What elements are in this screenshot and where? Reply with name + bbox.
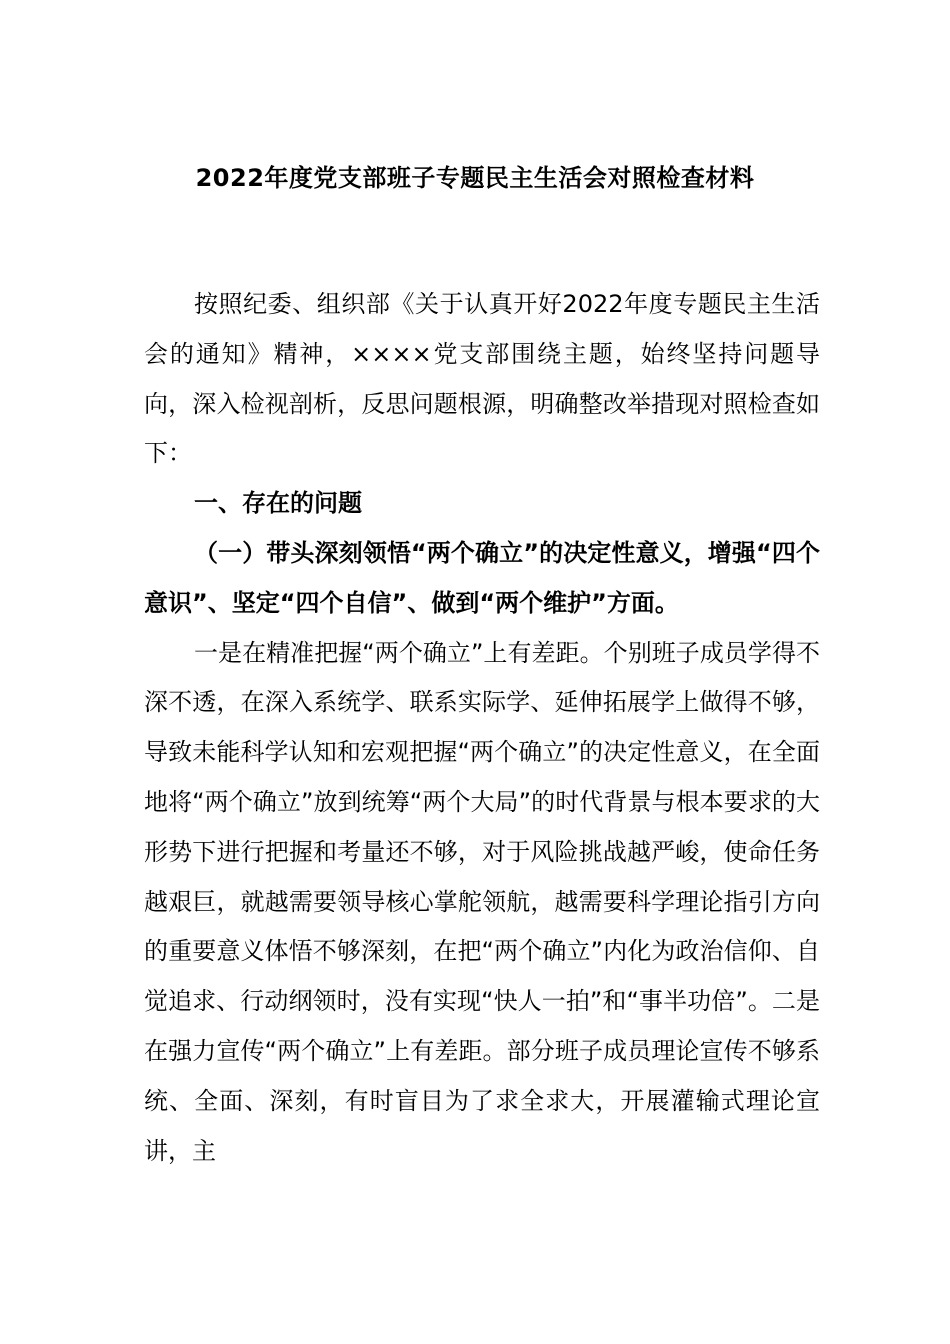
document-title: 2022年度党支部班子专题民主生活会对照检查材料 — [195, 164, 755, 192]
document-body — [144, 280, 820, 1176]
intro-paragraph: 按照纪委、组织部《关于认真开好2022年度专题民主生活会的通知》精神，××××党支部围绕主题，始终坚持问题导向，深入检视剖析，反思问题根源，明确整改举措现对照检查如下： — [144, 290, 820, 468]
subsection-heading: （一）带头深刻领悟“两个确立”的决定性意义，增强“四个意识”、坚定“四个自信”、做到“两个维护”方面。 — [144, 538, 820, 617]
body-paragraph: 一是在精准把握“两个确立”上有差距。个别班子成员学得不深不透，在深入系统学、联系实际学、延伸拓展学上做得不够，导致未能科学认知和宏观把握“两个确立”的决定性意义，在全面地将“两个确立”放到统筹“两个大局”的时代背景与根本要求的大形势下进行把握和考量还不够，对于风险挑战越严峻，使命任务越艰巨，就越需要领导核心掌舵领航，越需要科学理论指引方向的重要意义体悟不够深刻，在把“两个确立”内化为政治信仰、自觉追求、行动纲领时，没有实现“快人一拍”和“事半功倍”。二是在强力宣传“两个确立”上有差距。部分班子成员理论宣传不够系统、全面、深刻，有时盲目为了求全求大，开展灌输式理论宣讲，主 — [144, 638, 820, 1165]
section-heading: 一、存在的问题 — [194, 489, 362, 518]
